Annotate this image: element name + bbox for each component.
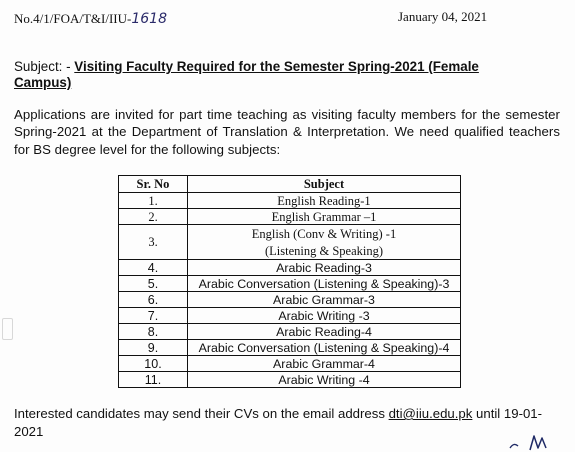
table-row bbox=[119, 340, 461, 356]
cv-text-after: until 19-01-2021 bbox=[14, 406, 543, 439]
row-subject: Arabic Writing -3 bbox=[188, 308, 461, 324]
table-row bbox=[119, 225, 461, 260]
table-row bbox=[119, 372, 461, 388]
signature-mark bbox=[508, 430, 558, 452]
subjects-table bbox=[118, 175, 461, 388]
row-subject: English Reading-1 bbox=[188, 193, 461, 209]
reference-typed: No.4/1/FOA/T&I/IIU- bbox=[14, 11, 132, 26]
letter-date: January 04, 2021 bbox=[398, 9, 488, 24]
table-row bbox=[119, 209, 461, 225]
body-paragraph: Applications are invited for part time teaching as visiting faculty members for the semester Spring-2021 at the Department of Translation & Interpretation. We need qualified teachers for BS degree level for the following subjects: bbox=[14, 107, 560, 157]
subject-prefix: Subject: - bbox=[14, 59, 75, 74]
faint-stamp-mark bbox=[2, 318, 13, 340]
row-number: 11. bbox=[119, 372, 188, 388]
row-subject-line-1: English (Conv & Writing) -1 bbox=[251, 226, 397, 241]
table-row bbox=[119, 308, 461, 324]
row-subject: Arabic Conversation (Listening & Speaking)-4 bbox=[188, 340, 461, 356]
reference-number bbox=[14, 11, 167, 27]
row-number: 5. bbox=[119, 276, 188, 292]
header-subject: Subject bbox=[188, 176, 461, 193]
table-row bbox=[119, 276, 461, 292]
cv-instructions bbox=[14, 405, 562, 440]
table-header-row bbox=[119, 176, 461, 193]
reference-handwritten: 1618 bbox=[131, 11, 167, 27]
row-subject: Arabic Grammar-4 bbox=[188, 356, 461, 372]
row-number: 10. bbox=[119, 356, 188, 372]
header-sr-no: Sr. No bbox=[119, 176, 188, 193]
table-row bbox=[119, 193, 461, 209]
table-row bbox=[119, 356, 461, 372]
subject-title: Visiting Faculty Required for the Semester Spring-2021 (Female Campus) bbox=[14, 59, 479, 90]
row-number: 9. bbox=[119, 340, 188, 356]
email-link[interactable]: dti@iiu.edu.pk bbox=[388, 406, 473, 421]
row-subject: Arabic Conversation (Listening & Speaking)-3 bbox=[188, 276, 461, 292]
row-subject: Arabic Writing -4 bbox=[188, 372, 461, 388]
row-subject: Arabic Grammar-3 bbox=[188, 292, 461, 308]
cv-text-before: Interested candidates may send their CVs on the email address bbox=[14, 406, 389, 421]
row-number: 2. bbox=[119, 209, 188, 225]
row-number: 6. bbox=[119, 292, 188, 308]
row-subject: English Grammar –1 bbox=[188, 209, 461, 225]
subject-line bbox=[14, 59, 534, 91]
table-row bbox=[119, 324, 461, 340]
row-subject bbox=[188, 225, 461, 260]
row-number: 1. bbox=[119, 193, 188, 209]
row-subject: Arabic Reading-3 bbox=[188, 260, 461, 276]
row-number: 8. bbox=[119, 324, 188, 340]
row-number: 3. bbox=[119, 225, 188, 260]
row-number: 4. bbox=[119, 260, 188, 276]
table-row bbox=[119, 292, 461, 308]
table-row bbox=[119, 260, 461, 276]
row-number: 7. bbox=[119, 308, 188, 324]
row-subject-line-2: (Listening & Speaking) bbox=[264, 243, 384, 258]
row-subject: Arabic Reading-4 bbox=[188, 324, 461, 340]
